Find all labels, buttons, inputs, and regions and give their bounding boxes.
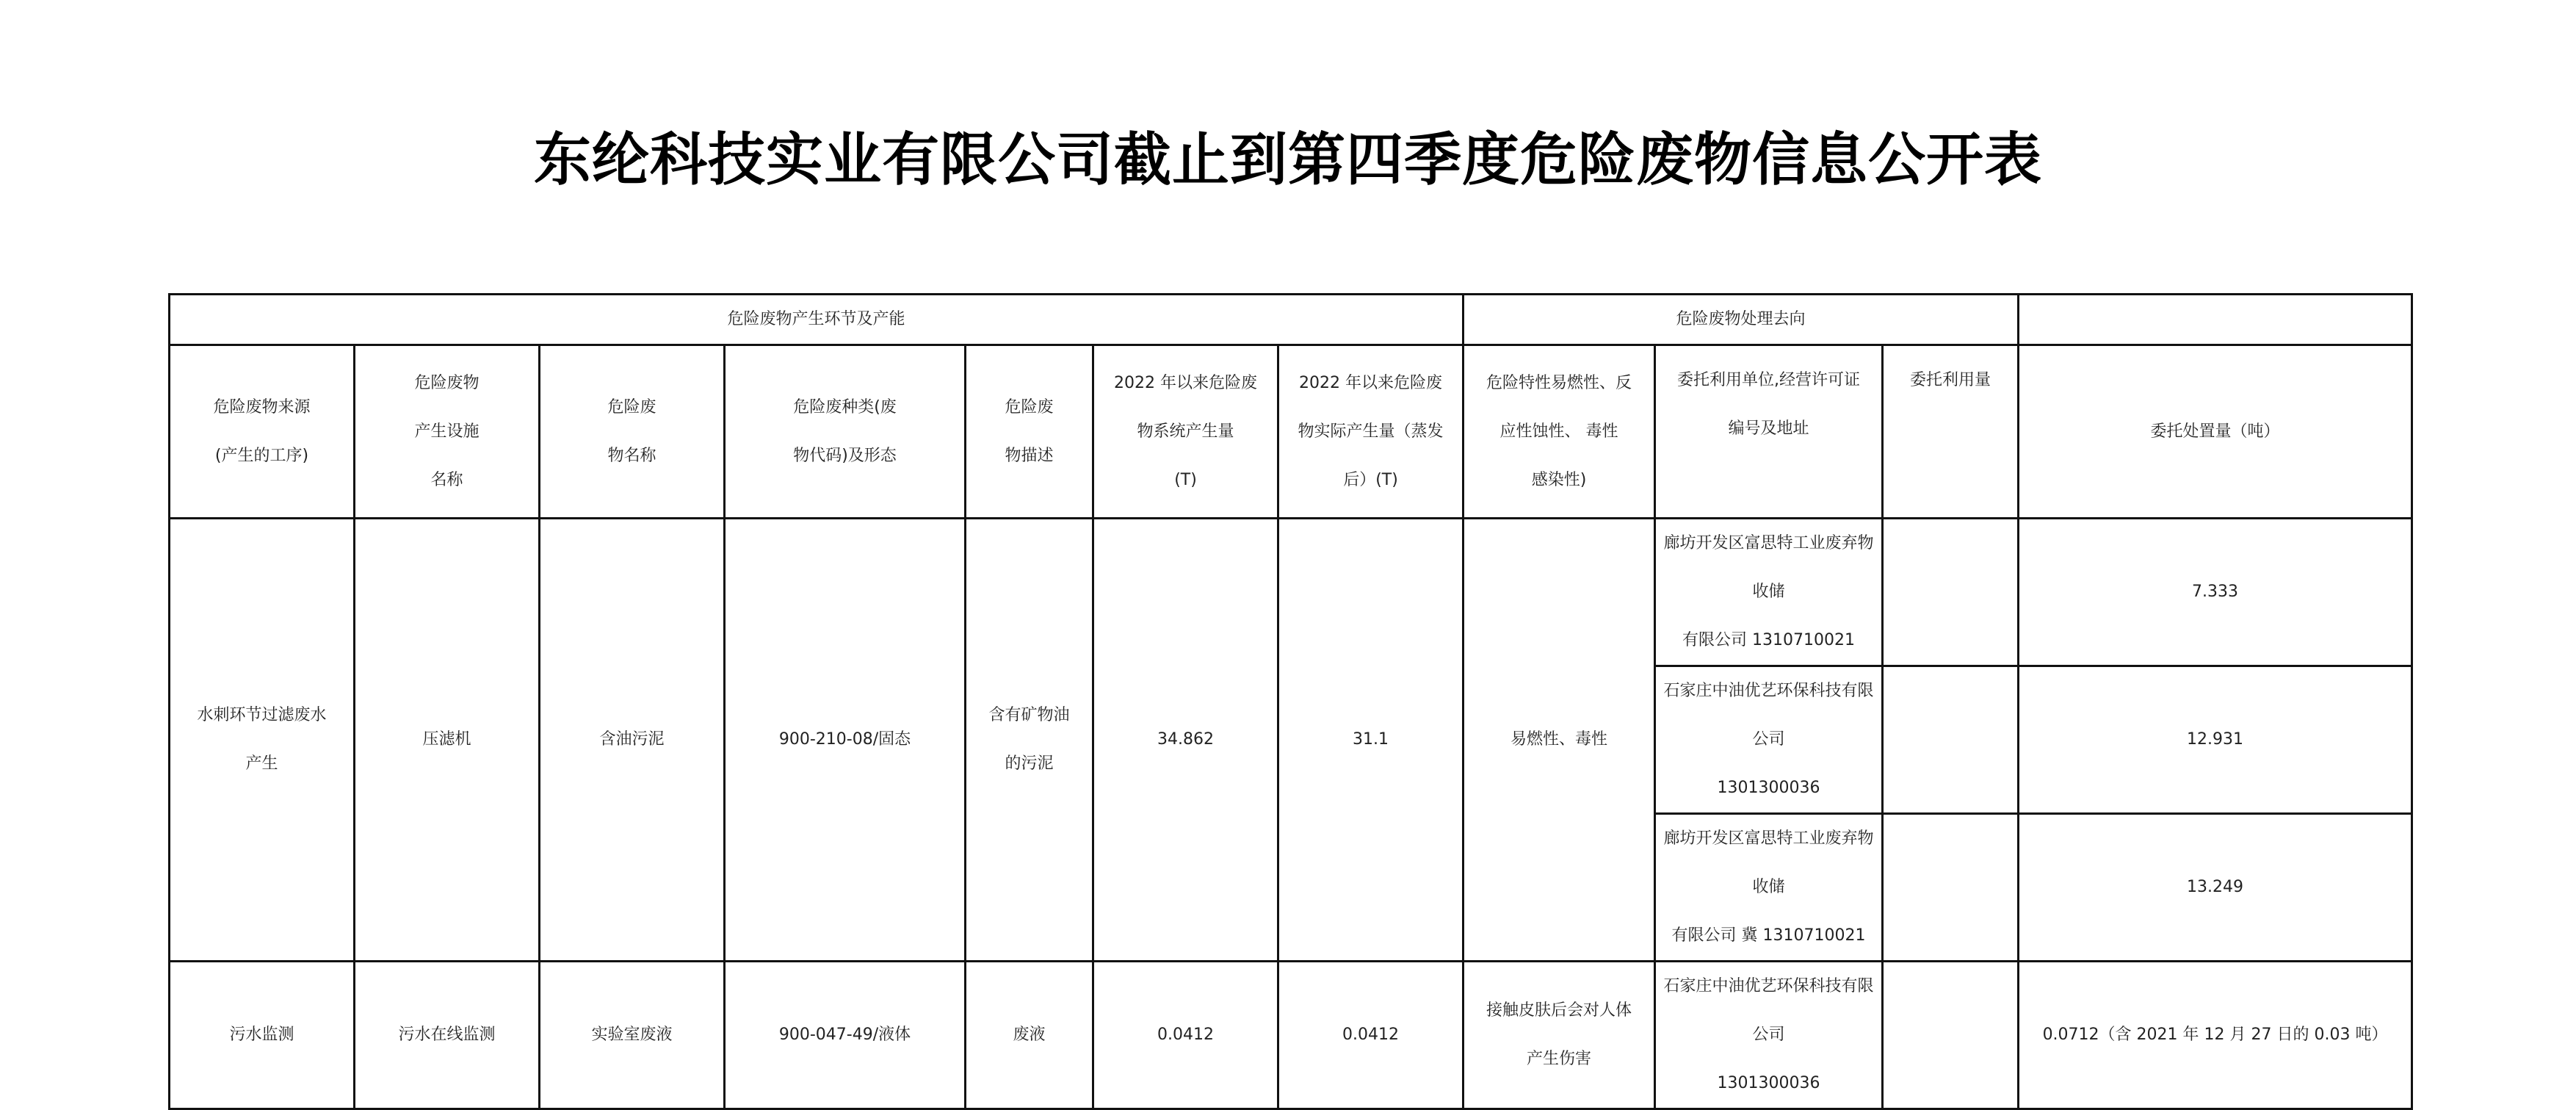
cell-description — [966, 519, 1093, 962]
cell-line: 水刺环节过滤废水 — [197, 706, 327, 724]
col-header-line: 危险废 — [607, 397, 656, 417]
cell-line: 含有矿物油 — [988, 706, 1070, 724]
group-header-blank — [2019, 295, 2412, 345]
cell-line: 有限公司 冀 1310710021 — [1671, 926, 1866, 945]
cell-facility: 污水在线监测 — [355, 962, 540, 1109]
col-header-line: 编号及地址 — [1728, 419, 1809, 438]
col-header-line: (产生的工序) — [214, 446, 309, 465]
cell-utilization — [1883, 666, 2019, 814]
cell-actual-amount: 31.1 — [1278, 519, 1464, 962]
col-header-line: 应性蚀性、 毒性 — [1499, 422, 1618, 441]
col-header-name — [540, 345, 725, 519]
cell-hazard — [1464, 962, 1655, 1109]
cell-disposal: 7.333 — [2019, 519, 2412, 666]
group-header-row — [170, 295, 2412, 345]
col-header-line: 产生设施 — [414, 422, 480, 441]
cell-source — [170, 519, 355, 962]
cell-name: 实验室废液 — [540, 962, 725, 1109]
table-row — [170, 962, 2412, 1109]
cell-utilization — [1883, 519, 2019, 666]
cell-code-form: 900-047-49/液体 — [725, 962, 966, 1109]
cell-line: 1301300036 — [1717, 779, 1820, 797]
cell-line: 产生 — [245, 754, 278, 773]
cell-utilization — [1883, 814, 2019, 962]
cell-name: 含油污泥 — [540, 519, 725, 962]
cell-code-form: 900-210-08/固态 — [725, 519, 966, 962]
hazardous-waste-table — [168, 293, 2413, 1110]
cell-line: 1301300036 — [1717, 1074, 1820, 1092]
cell-hazard: 易燃性、毒性 — [1464, 519, 1655, 962]
col-header-code-form — [725, 345, 966, 519]
col-header-line: 委托处置量（吨） — [2150, 422, 2280, 441]
group-header-disposal: 危险废物处理去向 — [1464, 295, 2019, 345]
col-header-line: 后）(T) — [1343, 470, 1398, 489]
cell-disposal: 13.249 — [2019, 814, 2412, 962]
col-header-line: 感染性) — [1531, 470, 1587, 489]
col-header-hazard — [1464, 345, 1655, 519]
col-header-line: (T) — [1174, 470, 1197, 489]
cell-source: 污水监测 — [170, 962, 355, 1109]
col-header-line: 危险废 — [1005, 397, 1054, 417]
cell-line: 廊坊开发区富思特工业废弃物收储 — [1663, 829, 1874, 896]
col-header-utilization — [1883, 345, 2019, 519]
col-header-line: 委托利用量 — [1910, 371, 1991, 389]
cell-disposal: 12.931 — [2019, 666, 2412, 814]
cell-line: 的污泥 — [1005, 754, 1054, 773]
cell-system-amount: 34.862 — [1093, 519, 1278, 962]
group-header-production: 危险废物产生环节及产能 — [170, 295, 1464, 345]
col-header-line: 委托利用单位,经营许可证 — [1677, 371, 1861, 389]
cell-line: 廊坊开发区富思特工业废弃物收储 — [1663, 534, 1874, 601]
col-header-line: 物系统产生量 — [1137, 422, 1234, 441]
cell-line: 石家庄中油优艺环保科技有限公司 — [1663, 682, 1874, 749]
col-header-actual-amount — [1278, 345, 1464, 519]
col-header-line: 物代码)及形态 — [793, 446, 897, 465]
cell-recipient-unit — [1655, 814, 1883, 962]
page-title: 东纶科技实业有限公司截止到第四季度危险废物信息公开表 — [533, 127, 2042, 193]
cell-utilization — [1883, 962, 2019, 1109]
cell-line: 石家庄中油优艺环保科技有限公司 — [1663, 977, 1874, 1044]
col-header-line: 危险废物来源 — [213, 397, 311, 417]
col-header-line: 2022 年以来危险废 — [1299, 373, 1442, 392]
cell-recipient-unit — [1655, 962, 1883, 1109]
cell-facility: 压滤机 — [355, 519, 540, 962]
cell-disposal: 0.0712（含 2021 年 12 月 27 日的 0.03 吨） — [2019, 962, 2412, 1109]
col-header-disposal — [2019, 345, 2412, 519]
col-header-source — [170, 345, 355, 519]
cell-line: 有限公司 1310710021 — [1682, 631, 1855, 649]
col-header-line: 2022 年以来危险废 — [1114, 373, 1257, 392]
col-header-line: 名称 — [430, 470, 463, 489]
col-header-recipient-unit — [1655, 345, 1883, 519]
col-header-line: 危险废种类(废 — [793, 397, 897, 417]
col-header-line: 物名称 — [607, 446, 656, 465]
cell-line: 产生伤害 — [1527, 1050, 1592, 1068]
cell-actual-amount: 0.0412 — [1278, 962, 1464, 1109]
cell-recipient-unit — [1655, 519, 1883, 666]
cell-recipient-unit — [1655, 666, 1883, 814]
table-row — [170, 519, 2412, 666]
col-header-description — [966, 345, 1093, 519]
cell-line: 接触皮肤后会对人体 — [1486, 1001, 1632, 1020]
col-header-system-amount — [1093, 345, 1278, 519]
cell-system-amount: 0.0412 — [1093, 962, 1278, 1109]
col-header-line: 危险特性易燃性、反 — [1486, 373, 1632, 392]
col-header-facility — [355, 345, 540, 519]
col-header-line: 危险废物 — [414, 373, 480, 392]
col-header-line: 物实际产生量（蒸发 — [1298, 422, 1444, 441]
column-header-row — [170, 345, 2412, 519]
col-header-line: 物描述 — [1005, 446, 1054, 465]
cell-description: 废液 — [966, 962, 1093, 1109]
